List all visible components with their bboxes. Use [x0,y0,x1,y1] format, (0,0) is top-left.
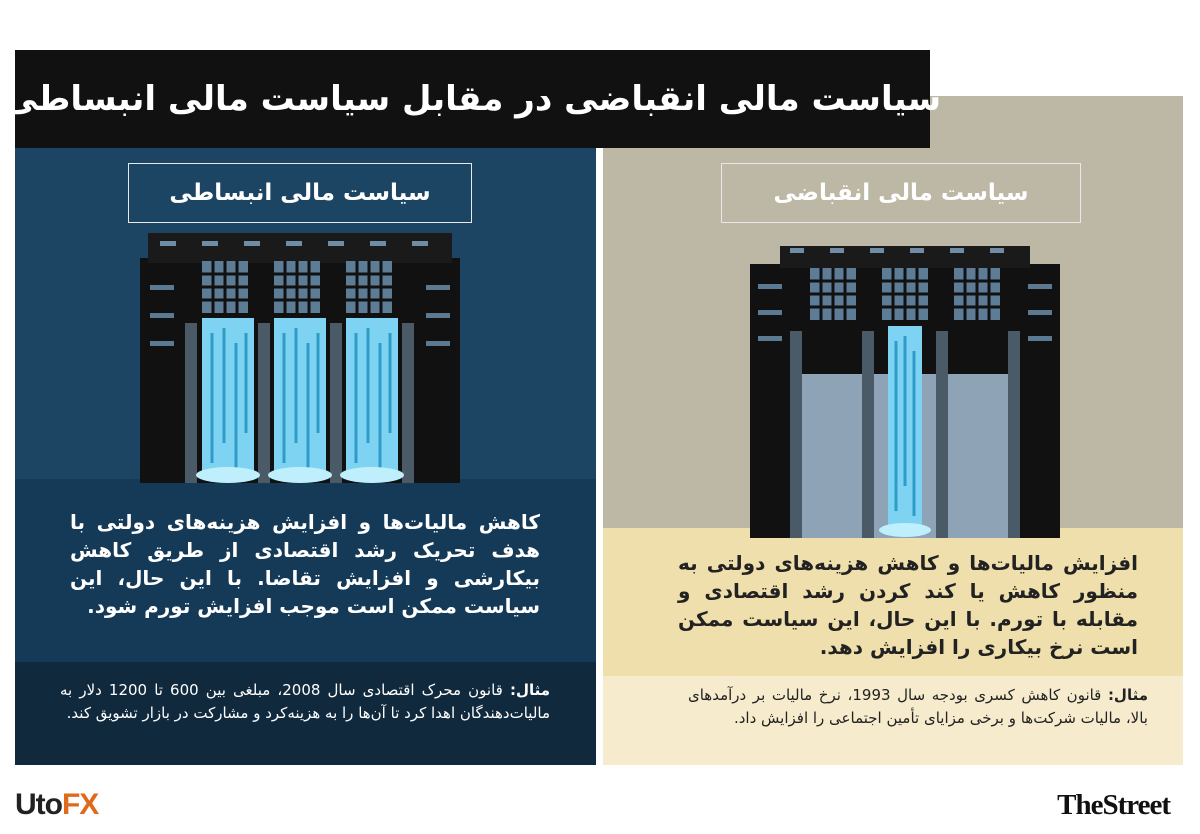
expansionary-panel [15,148,596,765]
expansionary-example-label: مثال: [509,681,551,699]
contractionary-label: سیاست مالی انقباضی [721,163,1081,223]
utofx-logo [15,785,98,825]
contractionary-panel [603,96,1183,765]
dam-one-waterfall-illustration [750,246,1060,538]
contractionary-example-label: مثال: [1107,686,1148,704]
contractionary-example-box [603,676,1183,765]
dam-three-waterfalls-illustration [140,233,460,483]
title-bar [3,50,942,148]
page-title: سیاست مالی انقباضی در مقابل سیاست مالی انبساطی [3,79,942,119]
utofx-logo-fx: FX [61,788,99,821]
utofx-logo-text: Uto [15,788,62,821]
expansionary-label: سیاست مالی انبساطی [128,163,472,223]
thestreet-logo: TheStreet [1057,788,1170,821]
expansionary-example-text: قانون محرک اقتصادی سال 2008، مبلغی بین 600 تا 1200 دلار به مالیات‌دهندگان اهدا کرد تا آن‌ها را به هزینه‌کرد و مشارکت در بازار تشویق کند. [60,681,550,722]
contractionary-example [688,684,1148,730]
expansionary-example [60,679,550,725]
expansionary-example-box [15,662,596,765]
contractionary-description: افزایش مالیات‌ها و کاهش هزینه‌های دولتی به منظور کاهش یا کند کردن رشد اقتصادی و مقابله با تورم. با این حال، این سیاست ممکن است نرخ بیکاری را افزایش دهد. [678,551,1138,659]
contractionary-example-text: قانون کاهش کسری بودجه سال 1993، نرخ مالیات بر درآمدهای بالا، مالیات شرکت‌ها و برخی مزایای تأمین اجتماعی را افزایش داد. [688,686,1148,727]
expansionary-description: کاهش مالیات‌ها و افزایش هزینه‌های دولتی با هدف تحریک رشد اقتصادی از طریق کاهش بیکارشی و افزایش تقاضا. با این حال، این سیاست ممکن است موجب افزایش تورم شود. [70,510,540,618]
